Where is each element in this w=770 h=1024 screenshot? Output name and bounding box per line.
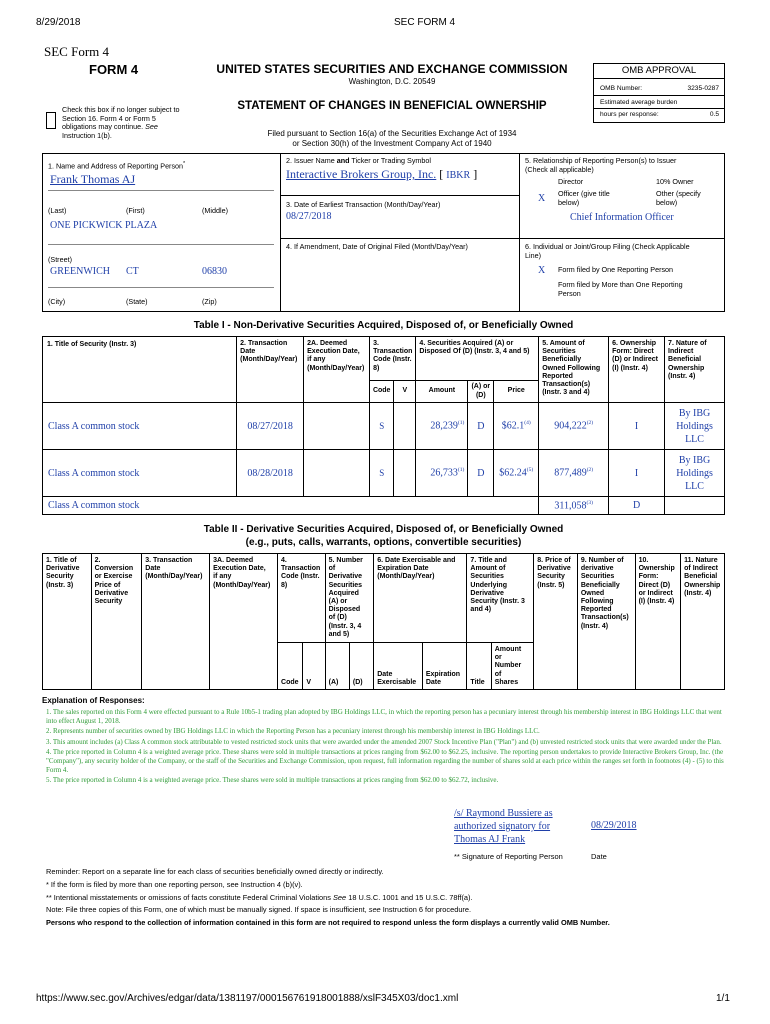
t1-r0-price-fn: (4) bbox=[524, 420, 531, 427]
ticker-open: [ bbox=[439, 167, 444, 181]
t2-h2-2: or Exercise bbox=[94, 573, 133, 581]
t2-h6-2: (Month/Day/Year) bbox=[377, 573, 435, 581]
t2-h9-1: derivative bbox=[580, 565, 614, 573]
t1-h7-0: 7. Nature of bbox=[668, 340, 707, 347]
issuer-row bbox=[286, 167, 477, 182]
signature-line3: Thomas AJ Frank bbox=[454, 834, 526, 845]
t2-sub-de1: Date bbox=[377, 670, 393, 678]
t1-r1-nature bbox=[665, 450, 725, 497]
t2-h9-5: Following bbox=[580, 598, 614, 606]
footer-persons: Persons who respond to the collection of information contained in this form are not required to respond unless the form displays a currently valid OMB Number. bbox=[46, 918, 610, 928]
t1-h3-3: 8) bbox=[373, 364, 380, 372]
t1-r1-amount bbox=[416, 450, 468, 497]
t2-h3-1: Date bbox=[145, 565, 161, 573]
t2-h3a-1: Execution Date, bbox=[213, 565, 266, 573]
t2-sub-a: (A) bbox=[325, 643, 349, 690]
t2-h5-4: Acquired bbox=[328, 589, 359, 597]
ticker-close: ] bbox=[473, 167, 478, 181]
t1-h5-0: 5. Amount of bbox=[542, 340, 585, 347]
t2-sub-exp2: Date bbox=[425, 678, 442, 686]
t1-h3-2: Code (Instr. bbox=[373, 356, 412, 364]
t2-sub-amt3: of bbox=[494, 670, 502, 678]
cb-see: See bbox=[145, 122, 158, 132]
t1-sub-ad bbox=[468, 381, 494, 403]
t2-sub-code: Code bbox=[278, 643, 303, 690]
commission-title: UNITED STATES SECURITIES AND EXCHANGE COMMISSION bbox=[216, 62, 568, 76]
t2-h11-4: (Instr. 4) bbox=[684, 589, 712, 597]
t1-r1-price-fn: (5) bbox=[526, 467, 534, 474]
t1-r1-title: Class A common stock bbox=[43, 450, 237, 497]
footer-notes bbox=[46, 866, 726, 930]
t2-sub-amt4: Shares bbox=[494, 678, 519, 686]
t2-h3a-2: if any bbox=[213, 573, 232, 581]
t2-h10-1: Ownership bbox=[638, 565, 675, 573]
t1-r0-owned-fn: (2) bbox=[586, 420, 594, 427]
t2-h5-9: and 5) bbox=[328, 630, 350, 638]
t2-h8-1: Derivative bbox=[537, 565, 571, 573]
first-label: (First) bbox=[126, 206, 145, 215]
state-label: (State) bbox=[126, 297, 148, 306]
t1-sub-ad2: (D) bbox=[475, 391, 486, 399]
address-street: ONE PICKWICK PLAZA bbox=[50, 220, 158, 231]
box5-label1: 5. Relationship of Reporting Person(s) to Issuer bbox=[525, 156, 677, 165]
t2-h9-3: Beneficially bbox=[580, 581, 620, 589]
earliest-transaction-date: 08/27/2018 bbox=[286, 211, 332, 222]
box2-post: Ticker or Trading Symbol bbox=[349, 156, 432, 165]
t1-r1-nature1: Holdings bbox=[676, 467, 713, 479]
box6-label1: 6. Individual or Joint/Group Filing (Check Applicable bbox=[525, 242, 690, 251]
t2-h7-1: Amount of bbox=[470, 565, 506, 573]
cb-line1: Check this box if no longer subject to bbox=[62, 105, 180, 114]
signature-line1: /s/ Raymond Bussiere as bbox=[454, 808, 553, 819]
t1-h5 bbox=[539, 337, 609, 403]
filed-pursuant bbox=[198, 129, 586, 148]
t2-h3a-0: 3A. Deemed bbox=[213, 557, 254, 564]
t1-r0-nature0: By IBG bbox=[678, 407, 711, 419]
t1-r1-deemed bbox=[304, 450, 370, 497]
t1-r1-owned bbox=[539, 450, 609, 497]
issuer-name[interactable]: Interactive Brokers Group, Inc. bbox=[286, 167, 437, 181]
table-row bbox=[43, 497, 725, 515]
t2-h9-2: Securities bbox=[580, 573, 615, 581]
t1-h2-2: (Month/Day/Year) bbox=[240, 356, 298, 364]
t1-r2-title: Class A common stock bbox=[43, 497, 539, 515]
footer-star2-post: 18 U.S.C. 1001 and 15 U.S.C. 78ff(a). bbox=[346, 892, 473, 902]
t2-h5 bbox=[325, 554, 374, 643]
footer-star2-see: See bbox=[333, 892, 347, 902]
t2-h1 bbox=[43, 554, 92, 690]
t2-h1-1: Derivative bbox=[46, 565, 80, 573]
t2-h8-0: 8. Price of bbox=[537, 557, 571, 564]
footer-note-see: see bbox=[368, 905, 381, 915]
print-page: 1/1 bbox=[716, 993, 730, 1004]
t1-r0-price bbox=[494, 403, 539, 450]
t1-r0-v bbox=[394, 403, 416, 450]
explanation-heading: Explanation of Responses: bbox=[42, 696, 145, 705]
t1-r2-form: D bbox=[609, 497, 665, 515]
commission-location: Washington, D.C. 20549 bbox=[348, 77, 436, 86]
t1-h7-4: (Instr. 4) bbox=[668, 372, 696, 380]
last-label: (Last) bbox=[48, 206, 67, 215]
table2-title2: (e.g., puts, calls, warrants, options, convertible securities) bbox=[245, 537, 522, 548]
box5-label2: (Check all applicable) bbox=[525, 164, 594, 174]
t1-h6-2: (D) or Indirect bbox=[612, 356, 659, 364]
box1-label-text: 1. Name and Address of Reporting Person bbox=[48, 161, 184, 171]
t2-h11-0: 11. Nature bbox=[684, 557, 718, 564]
t2-h11-1: of Indirect bbox=[684, 565, 718, 573]
footer-note bbox=[46, 904, 726, 917]
t2-sub-amt bbox=[491, 643, 534, 690]
t2-h9 bbox=[577, 554, 635, 690]
date-label: Date bbox=[591, 852, 607, 861]
t1-h2 bbox=[237, 337, 304, 403]
note-3: 3. This amount includes (a) Class A common stock attributable to vested restricted stock units that were awarded under the amended 2007 Stock Incentive Plan ("Plan") and (b) unvested restricted stock units that were awarded under the Plan. bbox=[46, 737, 722, 746]
t2-h5-0: 5. Number bbox=[328, 557, 363, 564]
t2-h2-1: Conversion bbox=[94, 565, 134, 573]
t1-h6-1: Form: Direct bbox=[612, 348, 654, 356]
t2-h11-3: Ownership bbox=[684, 581, 721, 589]
t2-h5-2: Derivative bbox=[328, 573, 363, 581]
officer-label2: below) bbox=[558, 197, 580, 207]
t1-r0-amount bbox=[416, 403, 468, 450]
t1-h3-1: Transaction bbox=[373, 348, 413, 356]
t2-h9-8: (Instr. 4) bbox=[580, 622, 609, 630]
address-state: CT bbox=[126, 266, 139, 277]
cb-line2: Section 16. Form 4 or Form 5 bbox=[62, 113, 156, 123]
t2-h7-2: Securities bbox=[470, 573, 504, 581]
t1-h5-5: Transaction(s) bbox=[542, 381, 591, 389]
filed-one-label: Form filed by One Reporting Person bbox=[558, 265, 674, 274]
signature bbox=[454, 807, 553, 846]
t2-h5-3: Securities bbox=[328, 581, 363, 589]
t1-h7 bbox=[665, 337, 725, 403]
middle-label: (Middle) bbox=[202, 206, 228, 215]
box1-label bbox=[48, 160, 185, 171]
t2-sub-amt2: Number bbox=[494, 662, 522, 670]
filing-check[interactable]: X bbox=[538, 265, 546, 276]
note-2: 2. Represents number of securities owned by IBG Holdings LLC in which the Reporting Person has a pecuniary interest through his membership interest in IBG Holdings LLC. bbox=[46, 727, 540, 736]
officer-check[interactable]: X bbox=[538, 193, 546, 204]
t2-h1-0: 1. Title of bbox=[46, 557, 77, 564]
t2-h8-2: Security bbox=[537, 573, 565, 581]
t2-h5-7: of (D) bbox=[328, 614, 347, 622]
t2-h2 bbox=[91, 554, 142, 690]
t2-h3a bbox=[210, 554, 278, 690]
t2-sub-title: Title bbox=[467, 643, 491, 690]
t2-h7-0: 7. Title and bbox=[470, 557, 507, 564]
t2-h7-3: Underlying bbox=[470, 581, 507, 589]
t2-h7 bbox=[467, 554, 534, 643]
t1-r1-date: 08/28/2018 bbox=[237, 450, 304, 497]
t1-r0-form: I bbox=[609, 403, 665, 450]
t1-r1-price bbox=[494, 450, 539, 497]
t1-r0-title: Class A common stock bbox=[43, 403, 237, 450]
street-label: (Street) bbox=[48, 255, 72, 264]
t2-h4-1: Transaction bbox=[281, 565, 321, 573]
table2-title bbox=[42, 523, 725, 549]
t2-h10-2: Form: bbox=[638, 573, 659, 581]
t2-h3-2: (Month/Day/Year) bbox=[145, 573, 203, 581]
t1-r0-amount-val: 28,239 bbox=[430, 420, 458, 432]
t2-h4-2: Code (Instr. bbox=[281, 573, 320, 581]
t1-r1-amount-val: 26,733 bbox=[430, 467, 458, 479]
t2-sub-exp bbox=[422, 643, 467, 690]
officer-title: Chief Information Officer bbox=[570, 212, 674, 223]
box2-label bbox=[286, 157, 431, 166]
t1-r0-deemed bbox=[304, 403, 370, 450]
t1-r1-ad: D bbox=[468, 450, 494, 497]
t2-h8-3: (Instr. 5) bbox=[537, 581, 565, 589]
address-city: GREENWICH bbox=[50, 266, 110, 277]
t1-r2-owned-fn: (3) bbox=[586, 499, 593, 506]
table1 bbox=[42, 336, 725, 515]
director-label: Director bbox=[558, 177, 584, 186]
t2-h6 bbox=[374, 554, 467, 643]
t1-sub-ad1: (A) or bbox=[471, 383, 491, 391]
t2-h10-0: 10. bbox=[638, 557, 649, 564]
box2-pre: 2. Issuer Name bbox=[286, 156, 337, 165]
t2-sub-amt1: or bbox=[494, 654, 502, 662]
t1-r0-amount-fn: (1) bbox=[457, 420, 465, 427]
t1-r1-nature2: LLC bbox=[685, 480, 704, 492]
t2-h3a-3: (Month/Day/Year) bbox=[213, 581, 271, 589]
t1-sub-price: Price bbox=[494, 381, 539, 403]
footer-note-pre: Note: File three copies of this Form, one of which must be manually signed. If space is insufficient, bbox=[46, 905, 369, 915]
footer-note-post: Instruction 6 for procedure. bbox=[380, 905, 472, 915]
t1-h2a-0: 2A. Deemed bbox=[307, 340, 348, 347]
t1-r0-code: S bbox=[370, 403, 394, 450]
t1-h7-1: Indirect bbox=[668, 348, 694, 356]
t1-sub-code: Code bbox=[370, 381, 394, 403]
other-label1: Other (specify bbox=[656, 189, 701, 198]
t1-h3 bbox=[370, 337, 416, 381]
t2-h9-4: Owned bbox=[580, 589, 605, 597]
t1-r0-price-val: $62.1 bbox=[501, 420, 525, 432]
t1-r1-form: I bbox=[609, 450, 665, 497]
t2-h5-8: (Instr. 3, 4 bbox=[328, 622, 362, 630]
t2-h10-4: or Indirect bbox=[638, 589, 673, 597]
section16-checkbox[interactable] bbox=[46, 112, 56, 129]
omb-box bbox=[593, 63, 725, 123]
reporting-person-name[interactable]: Frank Thomas AJ bbox=[50, 172, 136, 186]
signature-label: ** Signature of Reporting Person bbox=[454, 852, 563, 861]
t1-r2-nature bbox=[665, 497, 725, 515]
filed-line-1: Filed pursuant to Section 16(a) of the Securities Exchange Act of 1934 bbox=[267, 129, 517, 138]
t2-h7-5: Security (Instr. 3 bbox=[470, 598, 525, 606]
omb-burden-label1: Estimated average burden bbox=[600, 99, 678, 106]
t2-h5-6: Disposed bbox=[328, 606, 361, 614]
other-label2: below) bbox=[656, 197, 678, 207]
t2-h3-0: 3. Transaction bbox=[145, 557, 193, 564]
statement-title: STATEMENT OF CHANGES IN BENEFICIAL OWNERSHIP bbox=[237, 100, 547, 112]
omb-burden: 0.5 bbox=[709, 111, 719, 118]
t1-h4 bbox=[416, 337, 539, 381]
t1-r0-owned-val: 904,222 bbox=[554, 420, 587, 432]
filed-more2: Person bbox=[558, 288, 581, 298]
t2-h10-3: Direct (D) bbox=[638, 581, 671, 589]
t1-r1-code: S bbox=[370, 450, 394, 497]
t2-h3 bbox=[142, 554, 210, 690]
t1-h1: 1. Title of Security (Instr. 3) bbox=[43, 337, 237, 403]
t1-h5-2: Beneficially bbox=[542, 356, 582, 364]
print-date: 8/29/2018 bbox=[36, 17, 81, 28]
t2-h2-5: Security bbox=[94, 598, 123, 606]
t1-r0-ad: D bbox=[468, 403, 494, 450]
table2 bbox=[42, 553, 725, 690]
t2-h10 bbox=[635, 554, 681, 690]
box3-label: 3. Date of Earliest Transaction (Month/Day/Year) bbox=[286, 200, 441, 209]
form-number: FORM 4 bbox=[89, 62, 139, 77]
note-5: 5. The price reported in Column 4 is a weighted average price. These shares were sold in multiple transactions at prices ranging from $62.00 to $62.72, inclusive. bbox=[46, 776, 499, 785]
t2-h10-5: (I) (Instr. 4) bbox=[638, 598, 675, 606]
print-url: https://www.sec.gov/Archives/edgar/data/1381197/000156761918001888/xslF345X03/doc1.xml bbox=[36, 993, 459, 1004]
t2-sub-d: (D) bbox=[349, 643, 373, 690]
officer-label bbox=[558, 190, 610, 207]
t1-r0-nature2: LLC bbox=[685, 433, 704, 445]
zip-label: (Zip) bbox=[202, 297, 217, 306]
note-4: 4. The price reported in Column 4 is a weighted average price. These shares were sold in multiple transactions at prices ranging from $62.00 to $62.25, inclusive. The reporting person undertakes to provide Interactive Brokers Group, Inc. (the "Company"), any security holder of the Company, or the staff of the Securities and Exchange Commission, upon request, full information regarding the number of shares sold at each price within the ranges set forth in footnotes (4) - (5) to this Form 4. bbox=[46, 748, 724, 774]
footer-star: * If the form is filed by more than one reporting person, see Instruction 4 (b)(v). bbox=[46, 879, 303, 889]
omb-number: 3235-0287 bbox=[687, 85, 719, 92]
t1-r2-owned bbox=[539, 497, 609, 515]
t1-r0-owned bbox=[539, 403, 609, 450]
t1-sub-amount: Amount bbox=[416, 381, 468, 403]
t2-h9-6: Reported bbox=[580, 606, 612, 614]
box1-sup: * bbox=[183, 161, 186, 167]
t2-h9-0: 9. Number of bbox=[580, 557, 624, 564]
city-label: (City) bbox=[48, 297, 66, 306]
t2-h11 bbox=[681, 554, 725, 690]
t1-r1-price-val: $62.24 bbox=[499, 467, 527, 479]
t1-r1-nature0: By IBG bbox=[678, 454, 711, 466]
box6-label bbox=[525, 243, 690, 260]
t2-h11-2: Beneficial bbox=[684, 573, 718, 581]
t1-h2-0: 2. Transaction bbox=[240, 340, 288, 347]
t1-h6-3: (I) (Instr. 4) bbox=[612, 364, 648, 372]
table2-title1: Table II - Derivative Securities Acquired, Disposed of, or Beneficially Owned bbox=[203, 524, 564, 535]
t2-sub-amt0: Amount bbox=[494, 646, 522, 654]
t1-r1-owned-val: 877,489 bbox=[554, 467, 587, 479]
owner-label: 10% Owner bbox=[656, 177, 694, 186]
t1-h2a-2: if any bbox=[307, 356, 326, 364]
t2-h4 bbox=[278, 554, 326, 643]
cb-line4: Instruction 1(b). bbox=[62, 130, 112, 140]
signature-line2: authorized signatory for bbox=[454, 821, 551, 832]
filed-more-label bbox=[558, 281, 683, 298]
officer-label1: Officer (give title bbox=[558, 189, 610, 198]
t2-h6-1: Expiration Date bbox=[377, 565, 429, 573]
t2-h1-3: (Instr. 3) bbox=[46, 581, 74, 589]
t1-h2a-1: Execution Date, bbox=[307, 348, 360, 356]
t2-sub-exp1: Expiration bbox=[425, 670, 461, 678]
explanation-notes bbox=[46, 708, 726, 785]
t2-h4-3: 8) bbox=[281, 581, 288, 589]
t1-h6 bbox=[609, 337, 665, 403]
section16-text bbox=[62, 106, 179, 140]
other-label bbox=[656, 190, 701, 207]
t1-h7-2: Beneficial bbox=[668, 356, 702, 364]
address-zip: 06830 bbox=[202, 266, 227, 277]
t1-r1-amount-fn: (1) bbox=[457, 467, 465, 474]
t2-h4-0: 4. bbox=[281, 557, 287, 564]
t1-r0-nature bbox=[665, 403, 725, 450]
t1-sub-v: V bbox=[394, 381, 416, 403]
t2-h9-7: Transaction(s) bbox=[580, 614, 629, 622]
t2-sub-de bbox=[374, 643, 423, 690]
print-title: SEC FORM 4 bbox=[394, 17, 456, 28]
t1-h6-0: 6. Ownership bbox=[612, 340, 657, 347]
t2-h7-6: and 4) bbox=[470, 606, 492, 614]
t2-h5-5: (A) or bbox=[328, 598, 348, 606]
box2-and: and bbox=[336, 156, 350, 165]
t1-r0-date: 08/27/2018 bbox=[237, 403, 304, 450]
box5-label bbox=[525, 157, 676, 174]
t1-r2-owned-val: 311,058 bbox=[554, 500, 587, 512]
t1-r0-nature1: Holdings bbox=[676, 420, 713, 432]
omb-number-label: OMB Number: bbox=[600, 85, 643, 92]
t2-h5-1: of bbox=[328, 565, 336, 573]
filed-line-2: or Section 30(h) of the Investment Company Act of 1940 bbox=[292, 138, 492, 148]
t2-h2-3: Price of bbox=[94, 581, 121, 589]
t1-h2-1: Date bbox=[240, 348, 256, 356]
t1-h2a bbox=[304, 337, 370, 403]
signature-date: 08/29/2018 bbox=[591, 820, 637, 831]
footer-star2-pre: ** Intentional misstatements or omissions of facts constitute Federal Criminal Violations bbox=[46, 892, 333, 902]
box4-label: 4. If Amendment, Date of Original Filed (Month/Day/Year) bbox=[286, 242, 468, 251]
omb-title: OMB APPROVAL bbox=[594, 64, 724, 79]
t1-h4-0: 4. Securities Acquired (A) or bbox=[419, 340, 514, 347]
t1-h5-3: Owned Following bbox=[542, 364, 601, 372]
t2-sub-de2: Exercisable bbox=[377, 678, 417, 686]
t2-h8 bbox=[534, 554, 578, 690]
t1-h5-1: Securities bbox=[542, 348, 576, 356]
t2-h2-4: Derivative bbox=[94, 589, 129, 597]
t1-h2a-3: (Month/Day/Year) bbox=[307, 364, 365, 372]
ticker-symbol: IBKR bbox=[446, 170, 471, 181]
t1-h5-4: Reported bbox=[542, 372, 573, 380]
t1-r1-v bbox=[394, 450, 416, 497]
table-row bbox=[43, 403, 725, 450]
t1-h3-0: 3. bbox=[373, 340, 379, 347]
cb-line3-text: obligations may continue. bbox=[62, 122, 144, 132]
footer-reminder: Reminder: Report on a separate line for each class of securities beneficially owned directly or indirectly. bbox=[46, 867, 384, 876]
t2-h2-0: 2. bbox=[94, 557, 101, 564]
t2-h6-0: 6. Date Exercisable and bbox=[377, 557, 456, 564]
filed-more1: Form filed by More than One Reporting bbox=[558, 280, 683, 289]
note-1: 1. The sales reported on this Form 4 were effected pursuant to a Rule 10b5-1 trading plan adopted by IBG Holdings LLC, in which the reporting person has a pecuniary interest through his membership interest in IBG Holdings LLC that went into effect August 1, 2018. bbox=[46, 708, 722, 725]
sec-form-label: SEC Form 4 bbox=[44, 44, 110, 59]
t1-r1-owned-fn: (2) bbox=[586, 467, 594, 474]
box6-label2: Line) bbox=[525, 250, 541, 260]
omb-burden-label2: hours per response: bbox=[600, 111, 659, 118]
t2-h1-2: Security bbox=[46, 573, 74, 581]
t2-sub-v: V bbox=[303, 643, 325, 690]
t2-h7-4: Derivative bbox=[470, 589, 504, 597]
t1-h7-3: Ownership bbox=[668, 364, 705, 372]
t1-h4-1: Disposed Of (D) (Instr. 3, 4 and 5) bbox=[419, 348, 530, 356]
t1-h5-6: (Instr. 3 and 4) bbox=[542, 389, 590, 397]
table1-title: Table I - Non-Derivative Securities Acquired, Disposed of, or Beneficially Owned bbox=[193, 320, 574, 331]
footer-star2 bbox=[46, 892, 726, 905]
table-row bbox=[43, 450, 725, 497]
